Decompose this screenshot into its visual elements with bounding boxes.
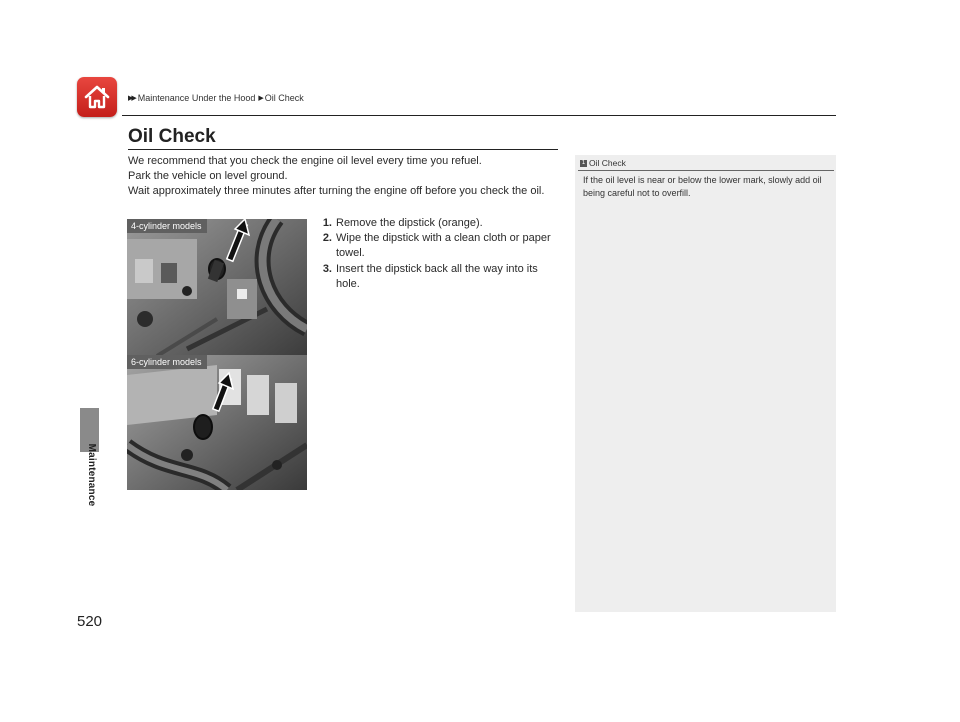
step-number: 3. — [322, 262, 332, 275]
page-number: 520 — [77, 613, 103, 630]
engine-illustration — [127, 355, 307, 490]
note-reference-icon: 1 — [581, 159, 586, 166]
note-title: Oil Check — [589, 158, 626, 168]
engine-image-6-cylinder — [127, 355, 307, 490]
engine-illustration — [127, 219, 307, 356]
breadcrumb-separator-icon: ▶ — [258, 95, 262, 102]
breadcrumb-arrow-icon: ▶▶ — [128, 95, 135, 102]
section-tab-label: Maintenance — [86, 443, 97, 507]
intro-line: We recommend that you check the engine oil level every time you refuel. — [128, 155, 482, 167]
engine-image-4-cylinder — [127, 219, 307, 356]
intro-line: Park the vehicle on level ground. — [128, 170, 288, 183]
breadcrumb — [128, 93, 304, 103]
image-label-4-cylinder: 4-cylinder models — [127, 219, 207, 233]
home-icon — [83, 84, 111, 110]
header-divider — [122, 115, 836, 116]
side-note-panel — [575, 155, 836, 612]
step-text: Wipe the dipstick with a clean cloth or paper towel. — [336, 232, 551, 260]
note-body: If the oil level is near or below the lower mark, slowly add oil being careful not to overfill. — [583, 175, 822, 198]
step-item — [316, 231, 561, 261]
step-number: 2. — [322, 232, 332, 245]
page-title: Oil Check — [128, 126, 216, 147]
step-text: Insert the dipstick back all the way into its hole. — [336, 262, 538, 290]
steps-list — [316, 216, 561, 292]
breadcrumb-item-maintenance-under-hood[interactable]: Maintenance Under the Hood — [137, 93, 256, 103]
step-number: 1. — [322, 217, 332, 229]
title-divider — [128, 149, 558, 150]
note-divider — [578, 170, 834, 171]
step-item — [316, 262, 561, 292]
home-button[interactable] — [77, 77, 117, 117]
step-item — [316, 216, 561, 231]
step-text: Remove the dipstick (orange). — [336, 217, 483, 229]
image-label-6-cylinder: 6-cylinder models — [127, 355, 207, 369]
intro-line: Wait approximately three minutes after turning the engine off before you check the oil. — [128, 185, 545, 198]
note-header — [580, 158, 626, 168]
intro-text — [128, 154, 568, 200]
breadcrumb-item-oil-check[interactable]: Oil Check — [264, 93, 304, 103]
